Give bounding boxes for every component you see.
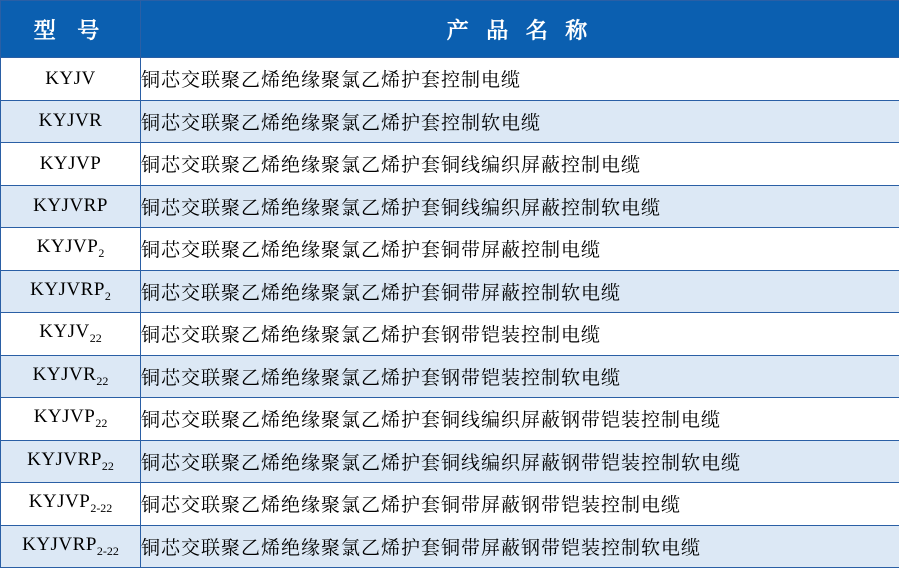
table-row (1, 483, 899, 526)
cell-product-name: 铜芯交联聚乙烯绝缘聚氯乙烯护套钢带铠装控制电缆 (141, 313, 899, 356)
table-row (1, 525, 899, 568)
table-row (1, 228, 899, 271)
cell-model (1, 228, 141, 271)
table-row (1, 355, 899, 398)
model-subscript: 2-22 (90, 501, 113, 516)
model-base: KYJV (45, 67, 96, 89)
table-row (1, 58, 899, 101)
model-base: KYJVR (32, 363, 97, 385)
cell-product-name: 铜芯交联聚乙烯绝缘聚氯乙烯护套铜带屏蔽钢带铠装控制电缆 (141, 483, 899, 526)
table-row (1, 270, 899, 313)
model-subscript: 2-22 (96, 543, 119, 558)
cell-product-name: 铜芯交联聚乙烯绝缘聚氯乙烯护套铜线编织屏蔽控制电缆 (141, 143, 899, 186)
column-header-model: 型 号 (1, 1, 141, 58)
cell-product-name: 铜芯交联聚乙烯绝缘聚氯乙烯护套铜线编织屏蔽钢带铠装控制电缆 (141, 398, 899, 441)
model-subscript: 2 (104, 288, 111, 303)
model-base: KYJVRP (33, 195, 108, 217)
model-subscript: 22 (101, 458, 114, 473)
cell-model (1, 483, 141, 526)
model-base: KYJV (39, 321, 90, 343)
cell-model (1, 398, 141, 441)
cell-product-name: 铜芯交联聚乙烯绝缘聚氯乙烯护套控制电缆 (141, 58, 899, 101)
cell-model (1, 355, 141, 398)
cell-model (1, 270, 141, 313)
cell-model (1, 440, 141, 483)
cell-model (1, 313, 141, 356)
table-row (1, 143, 899, 186)
model-base: KYJVRP (27, 448, 102, 470)
cell-product-name: 铜芯交联聚乙烯绝缘聚氯乙烯护套控制软电缆 (141, 100, 899, 143)
model-base: KYJVR (38, 110, 103, 132)
model-base: KYJVP (33, 406, 96, 428)
model-subscript: 22 (89, 331, 102, 346)
model-base: KYJVP (28, 491, 91, 513)
cell-product-name: 铜芯交联聚乙烯绝缘聚氯乙烯护套铜带屏蔽钢带铠装控制软电缆 (141, 525, 899, 568)
cell-model (1, 185, 141, 228)
cell-product-name: 铜芯交联聚乙烯绝缘聚氯乙烯护套铜带屏蔽控制电缆 (141, 228, 899, 271)
table-body (1, 58, 899, 568)
cell-model (1, 143, 141, 186)
cell-product-name: 铜芯交联聚乙烯绝缘聚氯乙烯护套铜线编织屏蔽钢带铠装控制软电缆 (141, 440, 899, 483)
cell-product-name: 铜芯交联聚乙烯绝缘聚氯乙烯护套铜线编织屏蔽控制软电缆 (141, 185, 899, 228)
cell-model (1, 58, 141, 101)
cell-model (1, 525, 141, 568)
table-row (1, 313, 899, 356)
table-row (1, 100, 899, 143)
model-subscript: 2 (98, 246, 105, 261)
model-subscript: 22 (95, 416, 108, 431)
table-row (1, 398, 899, 441)
cell-product-name: 铜芯交联聚乙烯绝缘聚氯乙烯护套铜带屏蔽控制软电缆 (141, 270, 899, 313)
table-row (1, 185, 899, 228)
model-subscript: 22 (96, 373, 109, 388)
cell-product-name: 铜芯交联聚乙烯绝缘聚氯乙烯护套钢带铠装控制软电缆 (141, 355, 899, 398)
column-header-product-name: 产 品 名 称 (141, 1, 899, 58)
model-base: KYJVP (36, 236, 99, 258)
model-base: KYJVP (39, 152, 102, 174)
table-row (1, 440, 899, 483)
table-header-row (1, 1, 899, 58)
table-header (1, 1, 899, 58)
model-base: KYJVRP (30, 278, 105, 300)
cell-model (1, 100, 141, 143)
model-base: KYJVRP (22, 533, 97, 555)
